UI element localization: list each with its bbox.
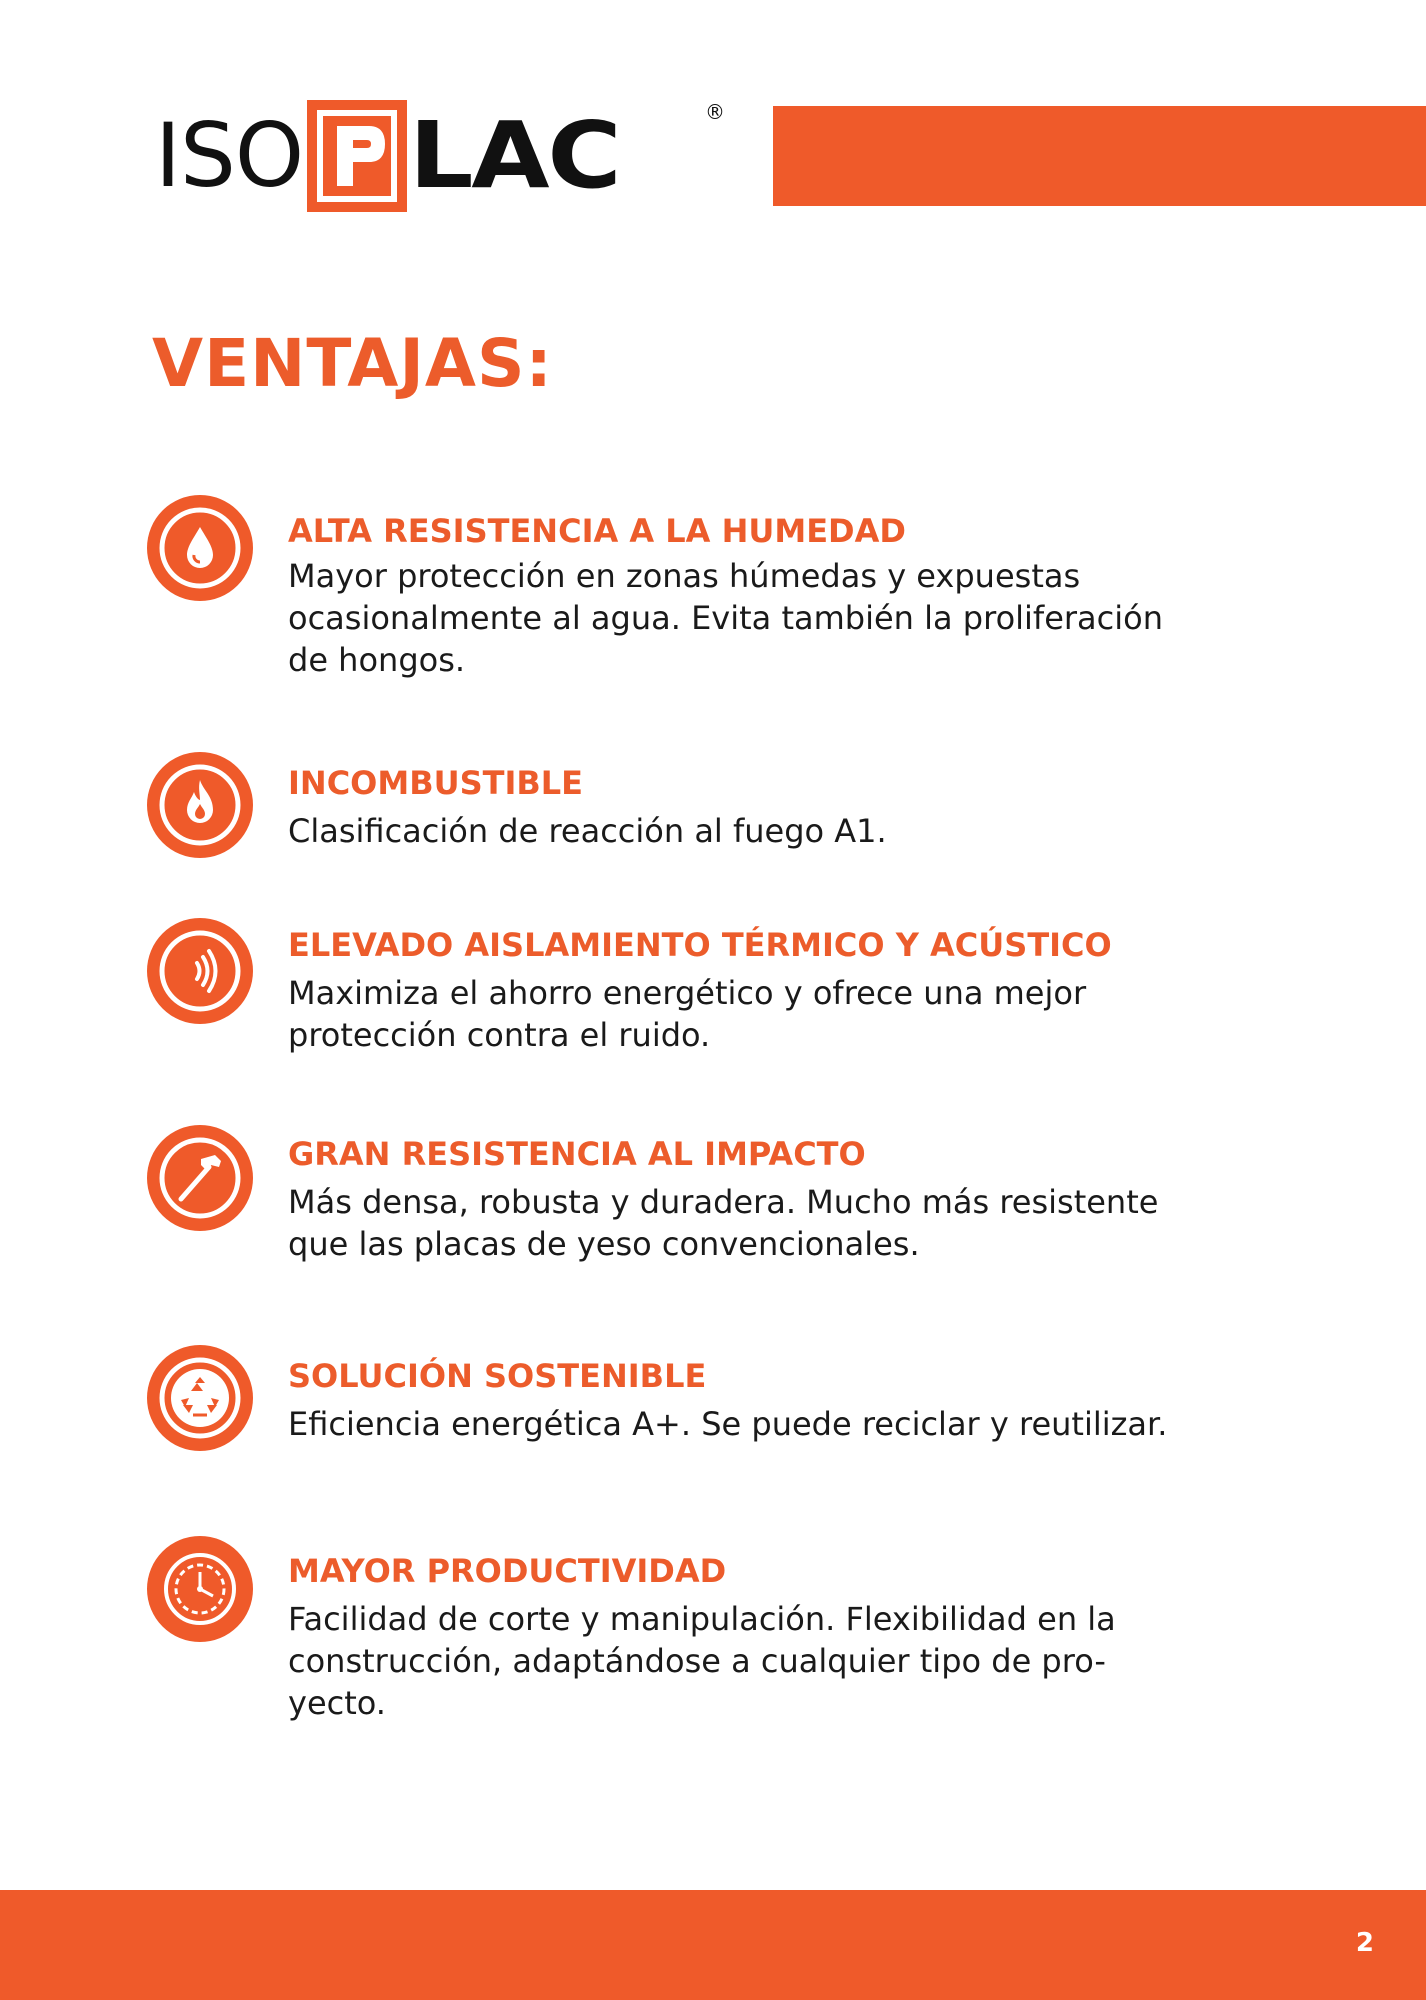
advantage-description <box>288 1403 1288 1445</box>
description-line: Facilidad de corte y manipulación. Flexibilidad en la <box>288 1600 1116 1638</box>
footer-bar <box>0 1890 1426 2000</box>
description-line: Más densa, robusta y duradera. Mucho más resistente <box>288 1183 1159 1221</box>
advantage-description <box>288 972 1288 1056</box>
description-line: que las placas de yeso convencionales. <box>288 1225 920 1263</box>
water-drop-icon <box>147 495 253 601</box>
description-line: ocasionalmente al agua. Evita también la proliferación <box>288 599 1163 637</box>
advantage-description <box>288 810 1288 852</box>
advantage-title: ALTA RESISTENCIA A LA HUMEDAD <box>288 512 906 550</box>
registered-mark: ® <box>705 100 725 124</box>
page-heading: VENTAJAS: <box>152 325 553 402</box>
advantage-title: INCOMBUSTIBLE <box>288 764 584 802</box>
header-accent-bar <box>773 106 1426 206</box>
description-line: construcción, adaptándose a cualquier tipo de pro- <box>288 1642 1106 1680</box>
description-line: Eficiencia energética A+. Se puede reciclar y reutilizar. <box>288 1405 1168 1443</box>
productivity-gear-clock-icon <box>147 1536 253 1642</box>
advantage-description <box>288 1181 1288 1265</box>
page-number: 2 <box>1355 1928 1374 1958</box>
isoplac-logo <box>155 100 620 212</box>
logo-p-mark <box>307 100 407 212</box>
hammer-icon <box>147 1125 253 1231</box>
advantage-description <box>288 1598 1288 1724</box>
advantage-title: GRAN RESISTENCIA AL IMPACTO <box>288 1135 866 1173</box>
recycle-icon <box>147 1345 253 1451</box>
advantage-title: SOLUCIÓN SOSTENIBLE <box>288 1357 707 1395</box>
logo-text-iso: ISO <box>155 104 304 207</box>
advantage-title: ELEVADO AISLAMIENTO TÉRMICO Y ACÚSTICO <box>288 926 1112 964</box>
description-line: Clasificación de reacción al fuego A1. <box>288 812 887 850</box>
sound-waves-icon <box>147 918 253 1024</box>
description-line: yecto. <box>288 1684 386 1722</box>
logo-text-lac: LAC <box>409 102 620 209</box>
advantage-title: MAYOR PRODUCTIVIDAD <box>288 1552 727 1590</box>
description-line: de hongos. <box>288 641 466 679</box>
description-line: Mayor protección en zonas húmedas y expuestas <box>288 557 1081 595</box>
description-line: protección contra el ruido. <box>288 1016 711 1054</box>
advantage-description <box>288 555 1288 681</box>
flame-icon <box>147 752 253 858</box>
description-line: Maximiza el ahorro energético y ofrece una mejor <box>288 974 1087 1012</box>
